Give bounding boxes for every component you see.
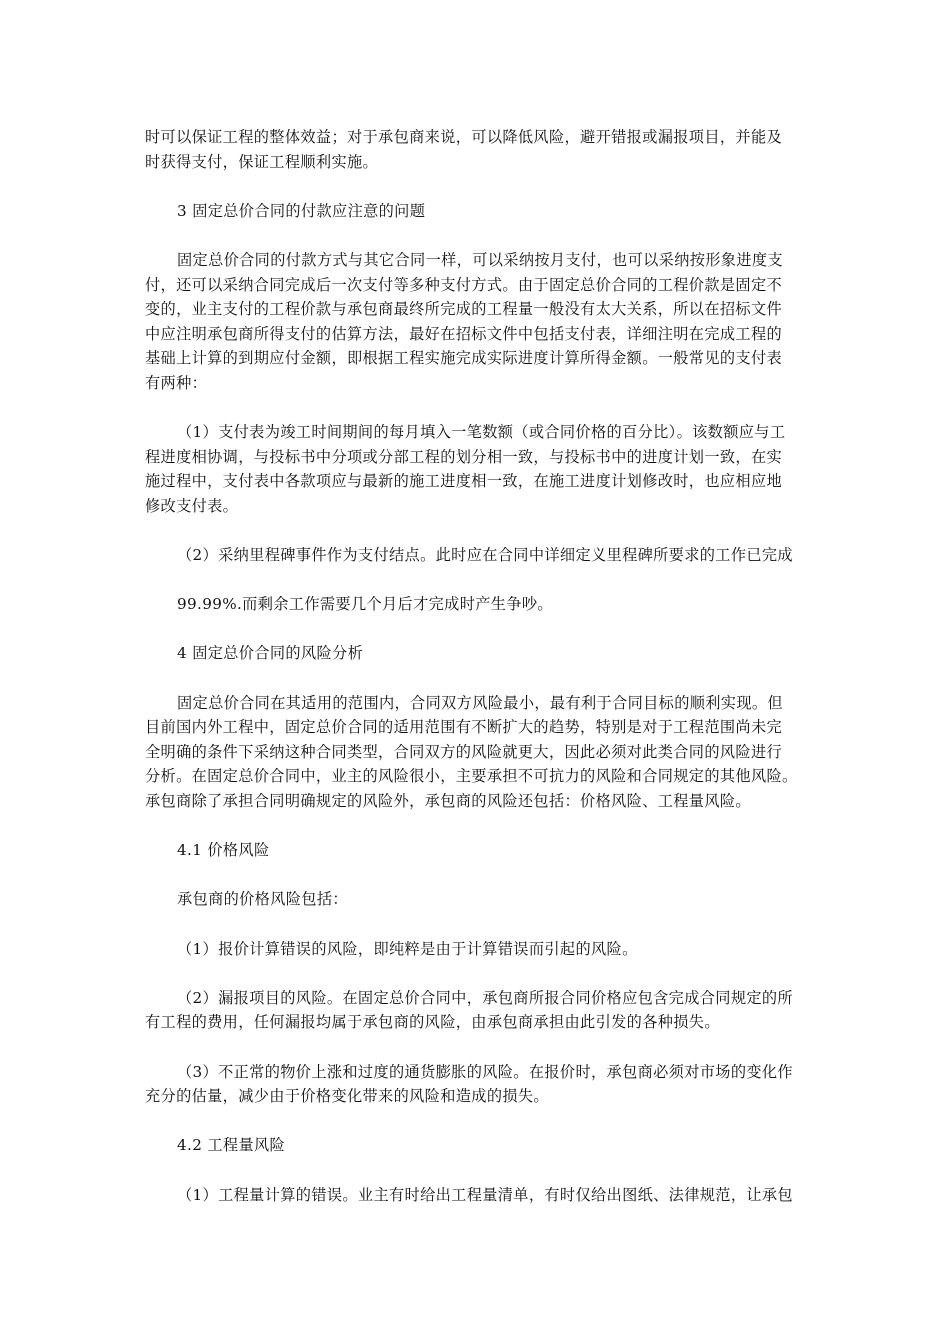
- paragraph: [145, 691, 810, 814]
- paragraph-line: （2）漏报项目的风险。在固定总价合同中，承包商所报合同价格应包含完成合同规定的所: [177, 988, 793, 1007]
- paragraph-line: 承包商的价格风险包括：: [177, 890, 348, 909]
- paragraph-line: 中应注明承包商所得支付的估算方法，最好在招标文件中包括支付表，详细注明在完成工程的: [145, 324, 783, 343]
- paragraph-line: 承包商除了承担合同明确规定的风险外，承包商的风险还包括：价格风险、工程量风险。: [145, 792, 751, 811]
- paragraph-line: 充分的估量，减少由于价格变化带来的风险和造成的损失。: [145, 1087, 549, 1106]
- paragraph: [145, 199, 810, 224]
- paragraph: [145, 641, 810, 666]
- paragraph-line: 固定总价合同的付款方式与其它合同一样，可以采纳按月支付，也可以采纳按形象进度支: [177, 250, 783, 269]
- paragraph-line: 付，还可以采纳合同完成后一次支付等多种支付方式。由于固定总价合同的工程价款是固定不: [145, 275, 783, 294]
- paragraph: [145, 248, 810, 396]
- paragraph: [145, 125, 810, 174]
- paragraph: [145, 937, 810, 962]
- document-body: [145, 125, 810, 1207]
- paragraph-line: 全明确的条件下采纳这种合同类型，合同双方的风险就更大，因此必须对此类合同的风险进行: [145, 742, 783, 761]
- paragraph-line: （2）采纳里程碑事件作为支付结点。此时应在合同中详细定义里程碑所要求的工作已完成: [177, 546, 793, 565]
- paragraph-line: 固定总价合同在其适用的范围内，合同双方风险最小，最有利于合同目标的顺利实现。但: [177, 693, 783, 712]
- paragraph: [145, 592, 810, 617]
- paragraph-line: 变的，业主支付的工程价款与承包商最终所完成的工程量一般没有太大关系，所以在招标文件: [145, 300, 783, 319]
- document-page: [145, 125, 810, 1207]
- paragraph-line: 修改支付表。: [145, 496, 239, 515]
- paragraph-line: （3）不正常的物价上涨和过度的通货膨胀的风险。在报价时，承包商必须对市场的变化作: [177, 1062, 793, 1081]
- paragraph: [145, 838, 810, 863]
- paragraph: [145, 1060, 810, 1109]
- paragraph-line: 时可以保证工程的整体效益；对于承包商来说，可以降低风险，避开错报或漏报项目，并能及: [145, 128, 783, 146]
- paragraph-line: 有两种：: [145, 373, 208, 392]
- paragraph: [145, 1183, 810, 1208]
- paragraph-line: 4.2 工程量风险: [177, 1136, 286, 1155]
- paragraph-line: 程进度相协调，与投标书中分项或分部工程的划分相一致，与投标书中的进度计划一致，在实: [145, 447, 783, 466]
- paragraph-line: （1）报价计算错误的风险，即纯粹是由于计算错误而引起的风险。: [177, 939, 638, 958]
- paragraph-line: 有工程的费用，任何漏报均属于承包商的风险，由承包商承担由此引发的各种损失。: [145, 1013, 720, 1032]
- paragraph-line: 施过程中，支付表中各款项应与最新的施工进度相一致，在施工进度计划修改时，也应相应地: [145, 472, 783, 491]
- paragraph-line: 时获得支付，保证工程顺利实施。: [145, 152, 379, 171]
- paragraph-line: 4 固定总价合同的风险分析: [177, 644, 364, 663]
- paragraph-line: （1）支付表为竣工时间期间的每月填入一笔数额（或合同价格的百分比）。该数额应与工: [177, 423, 786, 442]
- paragraph-line: 4.1 价格风险: [177, 841, 270, 860]
- paragraph-line: 3 固定总价合同的付款应注意的问题: [177, 201, 426, 220]
- paragraph: [145, 543, 810, 568]
- paragraph: [145, 887, 810, 912]
- paragraph: [145, 1133, 810, 1158]
- paragraph-line: （1）工程量计算的错误。业主有时给出工程量清单，有时仅给出图纸、法律规范，让承包: [177, 1185, 793, 1204]
- paragraph: [145, 420, 810, 518]
- paragraph: [145, 986, 810, 1035]
- paragraph-line: 99.99%.而剩余工作需要几个月后才完成时产生争吵。: [177, 595, 553, 614]
- paragraph-line: 分析。在固定总价合同中，业主的风险很小，主要承担不可抗力的风险和合同规定的其他风险。: [145, 767, 798, 786]
- paragraph-line: 基础上计算的到期应付金额，即根据工程实施完成实际进度计算所得金额。一般常见的支付表: [145, 349, 783, 368]
- paragraph-line: 目前国内外工程中，固定总价合同的适用范围有不断扩大的趋势，特别是对于工程范围尚未完: [145, 718, 783, 737]
